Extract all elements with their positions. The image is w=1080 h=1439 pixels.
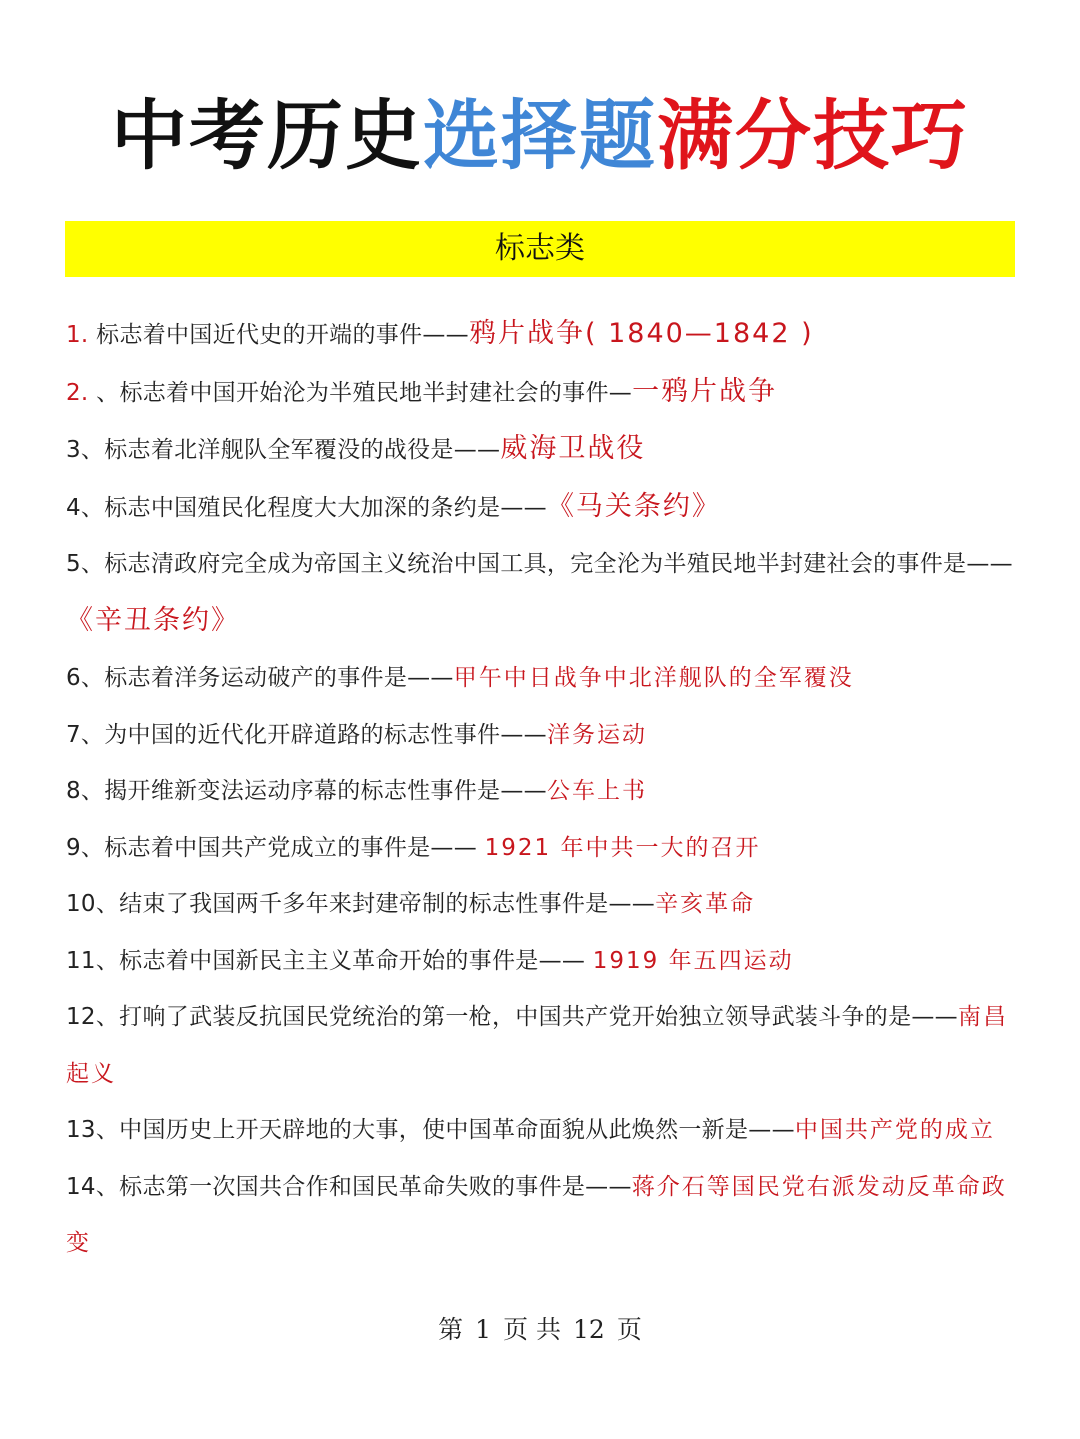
- title-part-blue: 选择题: [423, 91, 657, 180]
- item-answer: 公车上书: [546, 778, 647, 804]
- item-answer: 一鸦片战争: [632, 375, 778, 407]
- section-label: 标志类: [495, 231, 585, 266]
- item-answer: 中国共产党的成立: [794, 1117, 995, 1143]
- item-question: 4、标志中国殖民化程度大大加深的条约是——: [66, 494, 547, 521]
- list-item: [66, 933, 1016, 990]
- item-number: 2.: [66, 379, 89, 406]
- list-item: [66, 763, 1016, 820]
- item-question: 9、标志着中国共产党成立的事件是——: [66, 834, 485, 861]
- item-answer: 南昌起义: [66, 1004, 1008, 1087]
- section-banner: [65, 221, 1015, 277]
- footer-middle: 页 共: [503, 1315, 562, 1344]
- item-question: 8、揭开维新变法运动序幕的标志性事件是——: [66, 778, 547, 804]
- footer-prefix: 第: [438, 1315, 464, 1344]
- item-question: 3、标志着北洋舰队全军覆没的战役是——: [66, 437, 501, 463]
- item-number: 1.: [66, 322, 89, 348]
- list-item: [66, 306, 1016, 364]
- list-item: [66, 876, 1016, 933]
- footer-total-pages: 12: [573, 1315, 605, 1344]
- item-answer: 威海卫战役: [500, 433, 646, 464]
- item-answer: 辛亥革命: [655, 891, 756, 917]
- page-footer: [0, 1310, 1080, 1350]
- item-question: 、标志着中国开始沦为半殖民地半封建社会的事件—: [88, 379, 633, 406]
- list-item: [66, 421, 1016, 479]
- item-answer: 洋务运动: [546, 721, 647, 748]
- item-answer: 《辛丑条约》: [66, 604, 240, 636]
- item-answer: 鸦片战争( 1840—1842 ): [468, 318, 814, 349]
- list-item: [66, 1102, 1016, 1159]
- item-question: 6、标志着洋务运动破产的事件是——: [66, 665, 454, 691]
- title-part-black: 中考历史: [111, 91, 423, 180]
- tips-list: [66, 306, 1016, 1272]
- list-item: [66, 364, 1016, 422]
- item-question: 5、标志清政府完全成为帝国主义统治中国工具，完全沦为半殖民地半封建社会的事件是——: [66, 551, 1013, 577]
- item-question: 7、为中国的近代化开辟道路的标志性事件——: [66, 721, 547, 748]
- footer-suffix: 页: [616, 1315, 642, 1344]
- list-item: [66, 989, 1016, 1102]
- item-answer: 1919 年五四运动: [592, 947, 794, 974]
- list-item: [66, 820, 1016, 877]
- title-part-red: 满分技巧: [657, 91, 969, 180]
- item-answer: 甲午中日战争中北洋舰队的全军覆没: [453, 665, 854, 691]
- item-answer: 《马关条约》: [546, 490, 721, 522]
- item-answer: 蒋介石等国民党右派发动反革命政变: [66, 1173, 1007, 1256]
- item-question: 标志着中国近代史的开端的事件——: [88, 322, 469, 348]
- item-answer: 1921 年中共一大的召开: [484, 834, 761, 861]
- list-item: [66, 650, 1016, 707]
- list-item: [66, 1159, 1016, 1272]
- item-question: 12、打响了武装反抗国民党统治的第一枪，中国共产党开始独立领导武装斗争的是——: [66, 1004, 958, 1030]
- item-question: 13、中国历史上开天辟地的大事，使中国革命面貌从此焕然一新是——: [66, 1117, 795, 1143]
- page-title: [0, 88, 1080, 184]
- item-question: 10、结束了我国两千多年来封建帝制的标志性事件是——: [66, 891, 656, 917]
- list-item: [66, 536, 1016, 650]
- footer-page-number: 1: [475, 1315, 492, 1344]
- item-question: 14、标志第一次国共合作和国民革命失败的事件是——: [66, 1173, 632, 1200]
- list-item: [66, 707, 1016, 764]
- list-item: [66, 479, 1016, 537]
- item-question: 11、标志着中国新民主主义革命开始的事件是——: [66, 947, 593, 974]
